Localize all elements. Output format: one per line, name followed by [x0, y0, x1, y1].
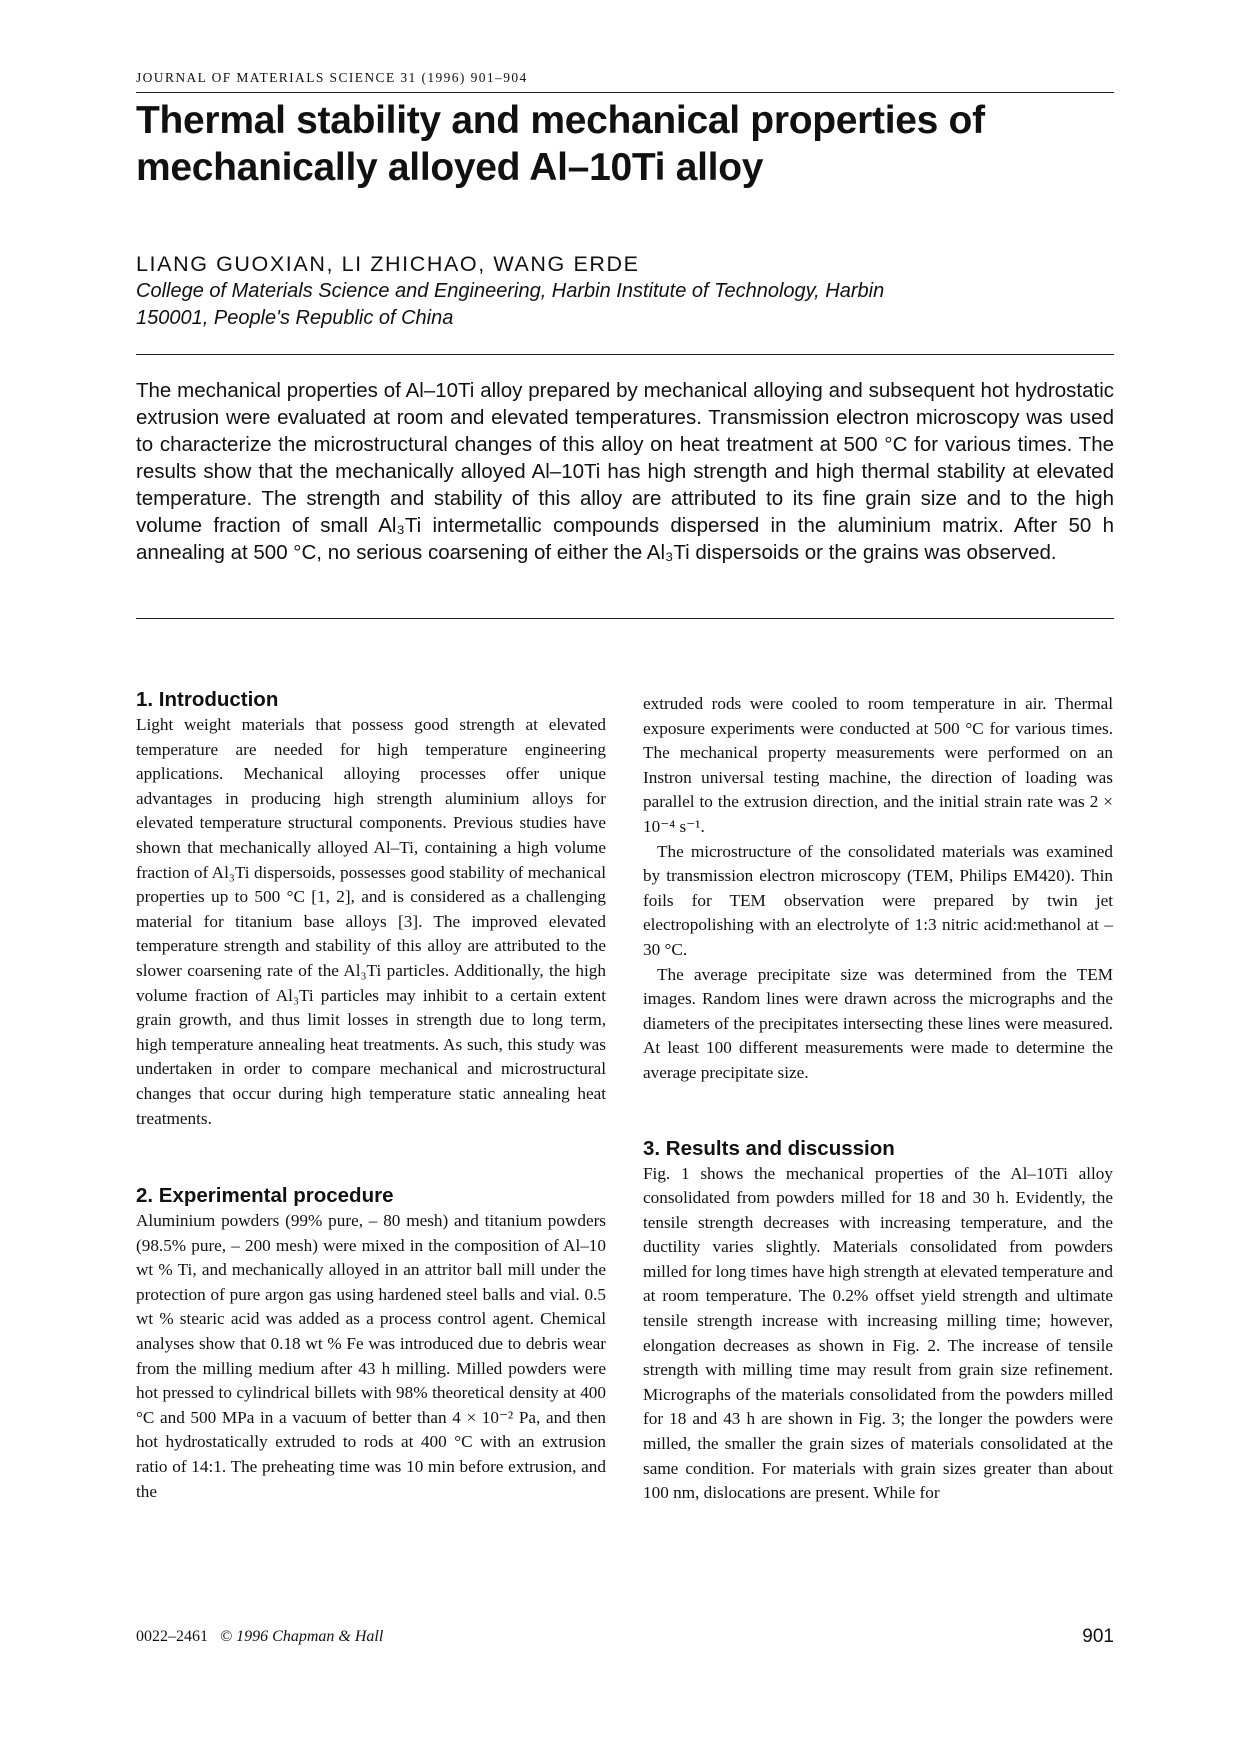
experimental-paragraph-3: The average precipitate size was determined from the TEM images. Random lines were drawn across the micrographs and the diameters of the precipitates intersecting these lines were measured. At least 100 different measurements were made to determine the average precipitate size.: [643, 964, 1113, 1082]
experimental-paragraph-2: The microstructure of the consolidated materials was examined by transmission electron microscopy (TEM, Philips EM420). Thin foils for TEM observation were prepared by twin jet electropolishing with an electrolyte of 1:3 nitric acid:methanol at – 30 °C.: [643, 841, 1113, 959]
article-title: [136, 98, 1116, 192]
results-heading: 3. Results and discussion: [643, 1136, 895, 1160]
authors: LIANG GUOXIAN, LI ZHICHAO, WANG ERDE: [136, 252, 640, 276]
introduction-heading: 1. Introduction: [136, 688, 279, 711]
section-gap: [643, 1086, 1113, 1136]
experimental-paragraph-1-continued: extruded rods were cooled to room temperature in air. Thermal exposure experiments were conducted at 500 °C for various times. The mechanical property measurements were performed on an Instron universal testing machine, the direction of loading was parallel to the extrusion direction, and the initial strain rate was 2 × 10⁻⁴ s⁻¹.: [643, 694, 1113, 836]
experimental-heading: 2. Experimental procedure: [136, 1184, 394, 1208]
results-paragraph-1: Fig. 1 shows the mechanical properties of the Al–10Ti alloy consolidated from powders milled for 18 and 30 h. Evidently, the tensile strength decreases with increasing temperature, and the ductility varies slightly. Materials consolidated from powders milled for long times have high strength at elevated temperature and at room temperature. The 0.2% offset yield strength and ultimate tensile strength increase with increasing milling time; however, elongation decreases as shown in Fig. 2. The increase of tensile strength with milling time may result from grain size refinement. Micrographs of the materials consolidated from the powders milled for 18 and 43 h are shown in Fig. 3; the longer the powders were milled, the smaller the grain sizes of materials consolidated at the same condition. For materials with grain sizes greater than about 100 nm, dislocations are present. While for: [643, 1163, 1113, 1503]
introduction-paragraph: Light weight materials that possess good strength at elevated temperature are needed for high temperature engineering applications. Mechanical alloying processes offer unique advantages in producing high strength aluminium alloys for elevated temperature structural components. Previous studies have shown that mechanically alloyed Al–Ti, containing a high volume fraction of Al₃Ti dispersoids, possesses good stability of mechanical properties up to 500 °C [1, 2], and is considered as a challenging material for titanium base alloys [3]. The improved elevated temperature strength and stability of this alloy are attributed to the slower coarsening rate of the Al₃Ti particles. Additionally, the high volume fraction of Al₃Ti particles may inhibit to a certain extent grain growth, and thus limit losses in strength due to long term, high temperature annealing heat treatments. As such, this study was undertaken in order to compare mechanical and microstructural changes that occur during high temperature static annealing heat treatments.: [136, 715, 606, 1128]
issn: 0022–2461: [136, 1628, 208, 1645]
abstract-top-rule: [136, 354, 1114, 355]
title-line-1: Thermal stability and mechanical properties of: [136, 99, 985, 142]
left-column: [136, 687, 606, 1504]
footer-publication-info: [136, 1628, 383, 1646]
header-rule: [136, 92, 1114, 93]
abstract-bottom-rule: [136, 618, 1114, 619]
affiliation: [136, 278, 1116, 332]
section-gap: [136, 1131, 606, 1183]
affiliation-line-1: College of Materials Science and Engineering, Harbin Institute of Technology, Harbin: [136, 280, 885, 302]
copyright: © 1996 Chapman & Hall: [220, 1628, 384, 1645]
affiliation-line-2: 150001, People's Republic of China: [136, 307, 454, 329]
experimental-paragraph-1: Aluminium powders (99% pure, – 80 mesh) and titanium powders (98.5% pure, – 200 mesh) were mixed in the composition of Al–10 wt % Ti, and mechanically alloyed in an attritor ball mill under the protection of pure argon gas using hardened steel balls and vial. 0.5 wt % stearic acid was added as a process control agent. Chemical analyses show that 0.18 wt % Fe was introduced due to debris wear from the milling medium after 43 h milling. Milled powders were hot pressed to cylindrical billets with 98% theoretical density at 400 °C and 500 MPa in a vacuum of better than 4 × 10⁻² Pa, and then hot hydrostatically extruded to rods at 400 °C with an extrusion ratio of 14:1. The preheating time was 10 min before extrusion, and the: [136, 1211, 606, 1501]
abstract: The mechanical properties of Al–10Ti alloy prepared by mechanical alloying and subsequent hot hydrostatic extrusion were evaluated at room and elevated temperatures. Transmission electron microscopy was used to characterize the microstructural changes of this alloy on heat treatment at 500 °C for various times. The results show that the mechanically alloyed Al–10Ti has high strength and high thermal stability at elevated temperature. The strength and stability of this alloy are attributed to its fine grain size and to the high volume fraction of small Al₃Ti intermetallic compounds dispersed in the aluminium matrix. After 50 h annealing at 500 °C, no serious coarsening of either the Al₃Ti dispersoids or the grains was observed.: [136, 379, 1114, 564]
page-number: 901: [1082, 1626, 1114, 1647]
title-line-2: mechanically alloyed Al–10Ti alloy: [136, 145, 764, 189]
right-column: [643, 692, 1113, 1506]
journal-header: JOURNAL OF MATERIALS SCIENCE 31 (1996) 901–904: [136, 70, 528, 85]
